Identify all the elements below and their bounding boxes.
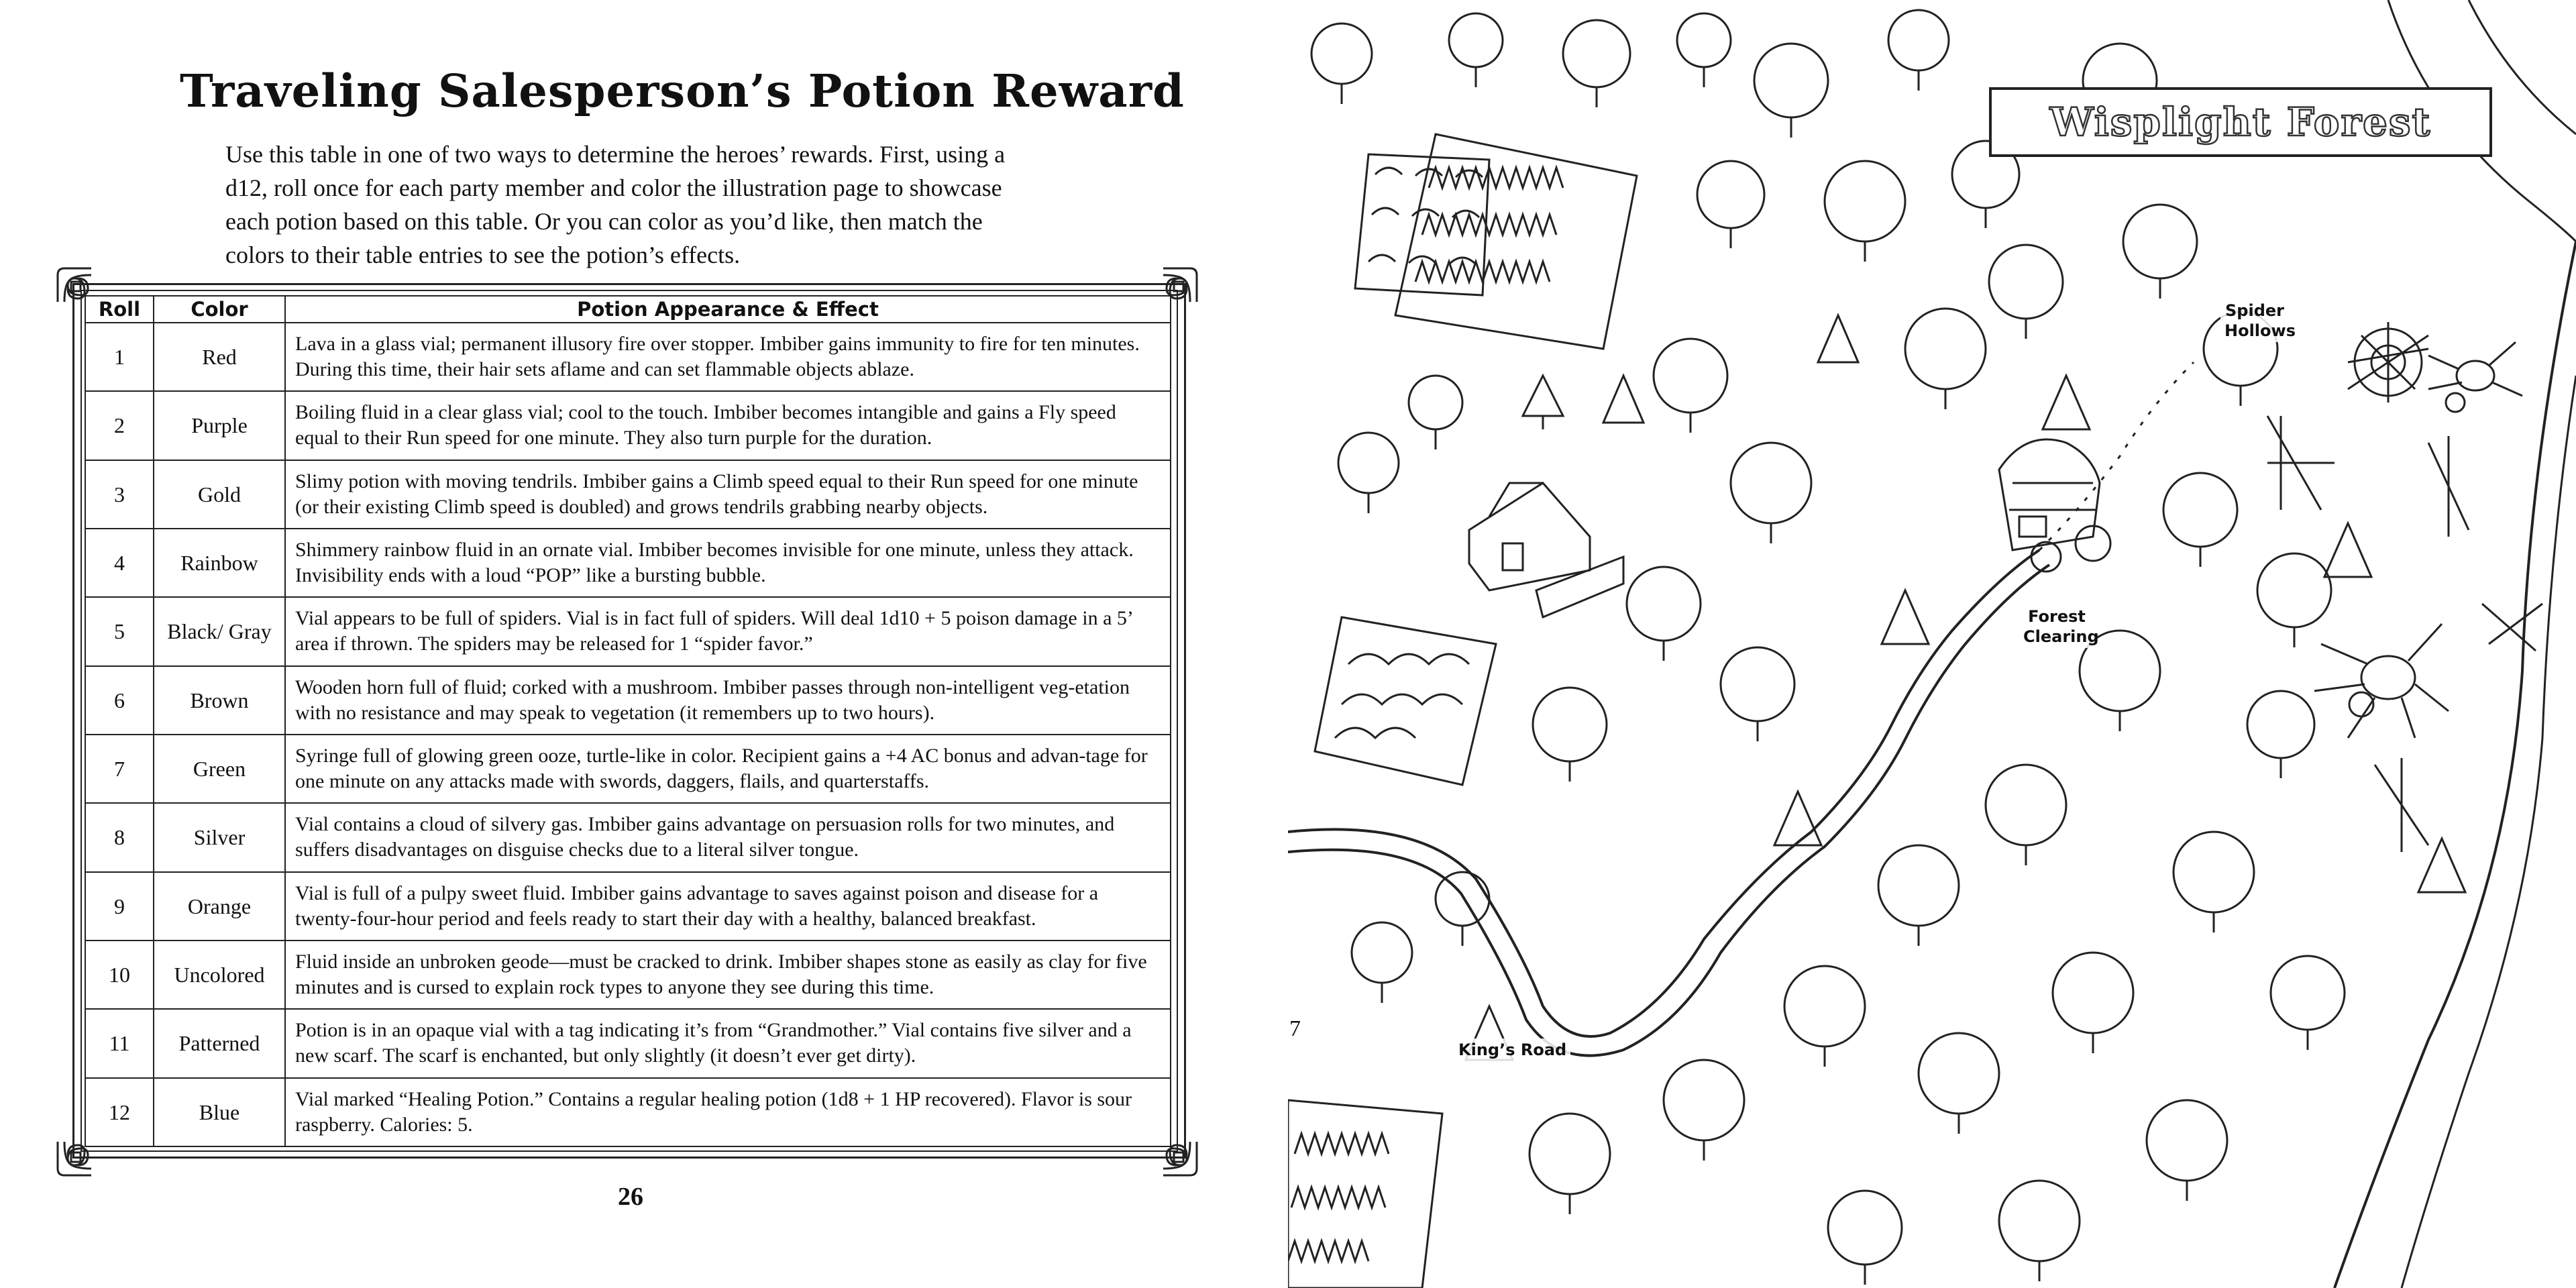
table-row (85, 1078, 1171, 1146)
barn-icon (1469, 483, 1623, 617)
label-spider-hollows-text: Spider Hollows (2224, 301, 2296, 340)
roll-cell: 11 (85, 1009, 154, 1077)
label-kings-road (1454, 1038, 1570, 1061)
map-title-box (1989, 87, 2492, 157)
color-cell: Purple (154, 391, 285, 460)
color-cell: Uncolored (154, 941, 285, 1009)
tree-icon (1311, 10, 2345, 1285)
color-cell: Gold (154, 460, 285, 529)
table-row (85, 941, 1171, 1009)
roll-cell: 5 (85, 597, 154, 665)
roll-cell: 12 (85, 1078, 154, 1146)
effect-cell: Lava in a glass vial; permanent illusory fire over stopper. Imbiber gains immunity to fire for ten minutes. During this time, their hair sets aflame and can set flammable objects ablaze. (285, 323, 1171, 391)
roll-cell: 1 (85, 323, 154, 391)
intro-paragraph: Use this table in one of two ways to determine the heroes’ rewards. First, using a d12, roll once for each party member and color the illustration page to showcase each potion based on this table. Or you can color as you’d like, then match the colors to their table entries to see the potion’s effects. (225, 141, 1006, 268)
page-number: 26 (618, 1183, 643, 1211)
crop-field-icon (1355, 154, 1489, 295)
effect-cell: Boiling fluid in a clear glass vial; cool to the touch. Imbiber becomes intangible and gains a Fly speed equal to their Run speed for one minute. They also turn purple for the duration. (285, 391, 1171, 460)
effect-cell: Slimy potion with moving tendrils. Imbiber gains a Climb speed equal to their Run speed for one minute (or their existing Climb speed is doubled) and grows tendrils grabbing nearby objects. (285, 460, 1171, 529)
forest-map-illustration (1288, 0, 2576, 1288)
spider-web-icon (2267, 416, 2542, 852)
effect-cell: Vial appears to be full of spiders. Vial is in fact full of spiders. Will deal 1d10 + 5 poison damage in a 5’ area if thrown. The spiders may be released for 1 “spider favor.” (285, 597, 1171, 665)
header-color: Color (154, 296, 285, 323)
crop-field-icon (1395, 134, 1637, 349)
label-kings-road-text: King’s Road (1458, 1040, 1567, 1059)
table-header-row (85, 296, 1171, 323)
effect-cell: Fluid inside an unbroken geode—must be cracked to drink. Imbiber shapes stone as easily as clay for five minutes and is cursed to explain rock types to anyone they see during this time. (285, 941, 1171, 1009)
roll-cell: 8 (85, 803, 154, 871)
color-cell: Green (154, 735, 285, 803)
table-row (85, 872, 1171, 941)
effect-cell: Vial contains a cloud of silvery gas. Imbiber gains advantage on persuasion rolls for two minutes, and suffers disadvantages on disguise checks due to a literal silver tongue. (285, 803, 1171, 871)
roll-cell: 7 (85, 735, 154, 803)
table-row (85, 735, 1171, 803)
table-row (85, 323, 1171, 391)
roll-cell: 9 (85, 872, 154, 941)
page-title: Traveling Salesperson’s Potion Reward (180, 64, 1185, 117)
roll-cell: 10 (85, 941, 154, 1009)
crop-field-icon (1288, 1100, 1442, 1288)
roll-cell: 2 (85, 391, 154, 460)
color-cell: Blue (154, 1078, 285, 1146)
roll-cell: 3 (85, 460, 154, 529)
label-forest-clearing (2019, 605, 2099, 648)
color-cell: Silver (154, 803, 285, 871)
label-spider-hollows (2220, 299, 2296, 342)
table-row (85, 666, 1171, 735)
color-cell: Patterned (154, 1009, 285, 1077)
spider-icon (2428, 342, 2522, 412)
effect-cell: Vial is full of a pulpy sweet fluid. Imbiber gains advantage to saves against poison and disease for a twenty-four-hour period and feels ready to start their day with a healthy, balanced breakfast. (285, 872, 1171, 941)
map-title: Wisplight Forest (2049, 99, 2432, 145)
effect-cell: Potion is in an opaque vial with a tag indicating it’s from “Grandmother.” Vial contains five silver and a new scarf. The scarf is enchanted, but only slightly (it doesn’t ever get dirty). (285, 1009, 1171, 1077)
color-cell: Brown (154, 666, 285, 735)
roll-cell: 6 (85, 666, 154, 735)
table-row (85, 391, 1171, 460)
tree-icon (1466, 315, 2465, 1060)
margin-page-mark: 7 (1289, 1016, 1301, 1041)
color-cell: Orange (154, 872, 285, 941)
header-effect: Potion Appearance & Effect (285, 296, 1171, 323)
kings-road (1288, 550, 2039, 1036)
table-row (85, 597, 1171, 665)
crop-field-icon (1315, 617, 1496, 785)
table-row (85, 1009, 1171, 1077)
table-row (85, 529, 1171, 597)
label-forest-clearing-text: Forest Clearing (2023, 607, 2099, 646)
effect-cell: Vial marked “Healing Potion.” Contains a regular healing potion (1d8 + 1 HP recovered). Flavor is sour raspberry. Calories: 5. (285, 1078, 1171, 1146)
table-row (85, 460, 1171, 529)
effect-cell: Syringe full of glowing green ooze, turtle-like in color. Recipient gains a +4 AC bonus and advan-tage for one minute on any attacks made with swords, daggers, flails, and quarterstaffs. (285, 735, 1171, 803)
effect-cell: Wooden horn full of fluid; corked with a mushroom. Imbiber passes through non-intelligent veg-etation with no resistance and may speak to vegetation (it remembers up to two hours). (285, 666, 1171, 735)
roll-cell: 4 (85, 529, 154, 597)
color-cell: Red (154, 323, 285, 391)
color-cell: Rainbow (154, 529, 285, 597)
effect-cell: Shimmery rainbow fluid in an ornate vial. Imbiber becomes invisible for one minute, unless they attack. Invisibility ends with a loud “POP” like a bursting bubble. (285, 529, 1171, 597)
spider-web-icon (2348, 322, 2428, 402)
color-cell: Black/ Gray (154, 597, 285, 665)
header-roll: Roll (85, 296, 154, 323)
spider-icon (2314, 624, 2449, 738)
wagon-icon (1999, 439, 2110, 572)
table-row (85, 803, 1171, 871)
potion-table (85, 295, 1171, 1147)
right-page-map (1288, 0, 2576, 1288)
